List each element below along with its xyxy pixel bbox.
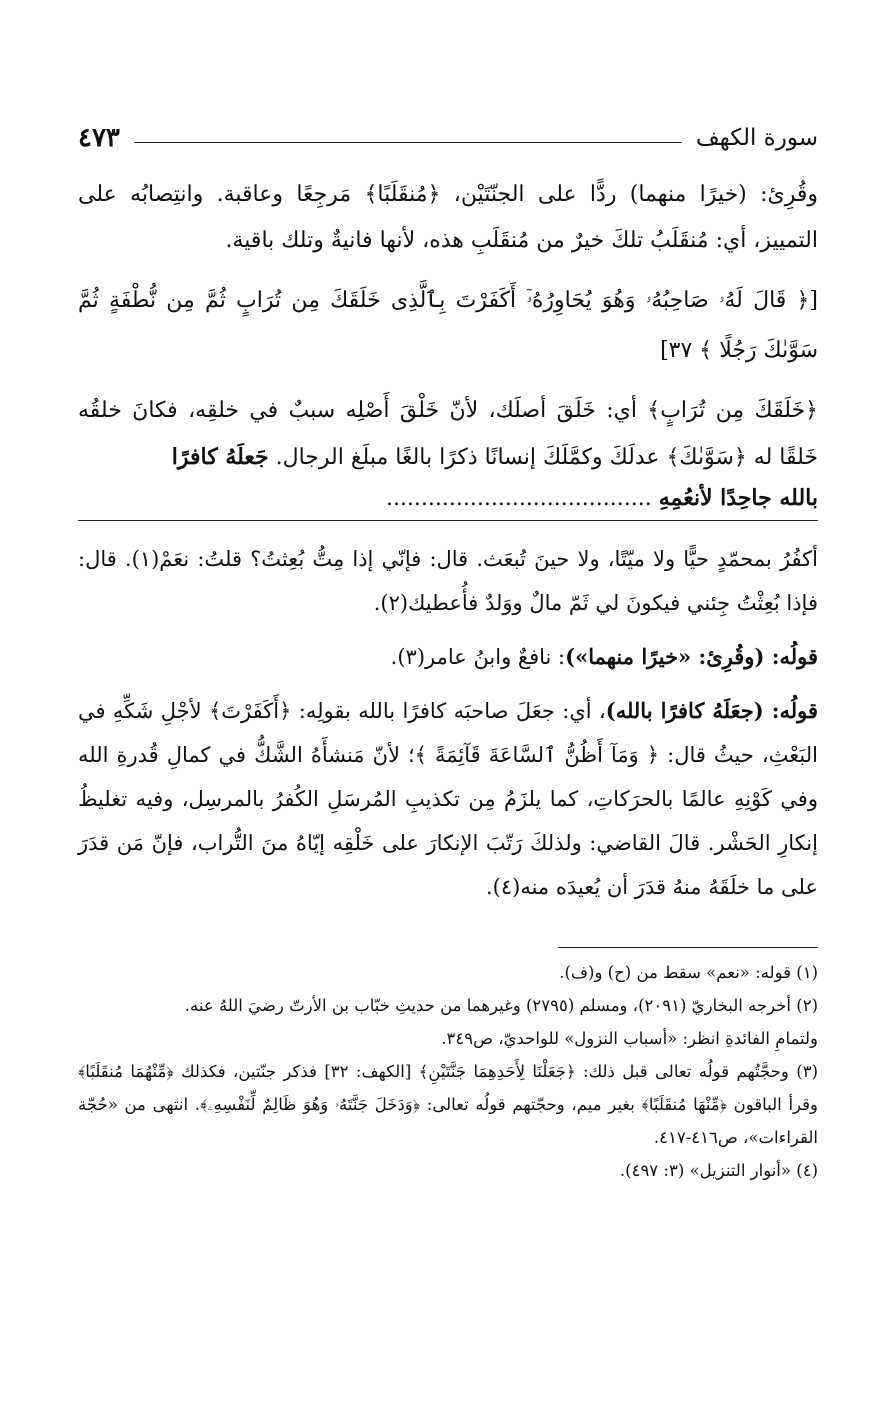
sharh-rest-2: : نافعٌ وابنُ عامر(٣). [390, 645, 566, 669]
sharh-lead-2: قولُه: (وقُرِئ: «خيرًا منهما») [565, 644, 818, 669]
sura-title: سورة الكهف [695, 125, 818, 151]
footnote-2-continuation: ولتمامِ الفائدةِ انظر: «أسباب النزول» للواحديّ، ص٣٤٩. [441, 1029, 818, 1048]
matn-bold-phrase: جَعلَهُ كافرًا [171, 444, 269, 470]
sharh-paragraph-3 [78, 689, 818, 909]
sharh-paragraph-2 [78, 635, 818, 679]
matn-paragraph-1: وقُرِئ: (خيرًا منهما) ردًّا على الجنّتَيْن، ﴿مُنقَلَبًا﴾ مَرجِعًا وعاقبة. وانتِصابُه على التمييز، أي: مُنقَلَبُ تلكَ خيرٌ من مُنقَلَبِ هذه، لأنها فانيةٌ وتلك باقية. [78, 182, 818, 253]
footnote-2: (٢) أخرجه البخاريّ (٢٠٩١)، ومسلم (٢٧٩٥) وغيرهما من حديثِ خبّاب بن الأرتّ رضيَ اللهُ عنه. [184, 996, 818, 1015]
matn-paragraph-2 [78, 388, 818, 481]
header-rule [134, 142, 682, 143]
matn-tail: بالله جاحِدًا لأنعُمِهِ [658, 485, 818, 511]
footnote-4: (٤) «أنوار التنزيل» (٣: ٤٩٧). [619, 1161, 818, 1180]
page [78, 118, 818, 1187]
footnote-rule [558, 947, 818, 948]
page-header [78, 118, 818, 158]
sharh-rest-3: ، أي: جعَلَ صاحبَه كافرًا بالله بقولِه: ﴿أَكَفَرْتَ﴾ لأجْلِ شَكِّهِ في البَعْثِ، حيثُ قال: ﴿ وَمَآ أَظُنُّ ٱلسَّاعَةَ قَآئِمَةً ﴾؛ لأنّ مَنشأَهُ الشَّكُّ في كمالِ قُدرةِ الله وفي كَوْنِهِ عالمًا بالحرَكاتِ، كما يلزَمُ مِن تكذيبِ المُرسَلِ الكُفرُ بالمرسِل، وفيه تغليظُ إنكارِ الحَشْر. قالَ القاضي: ولذلكَ رَتّبَ الإنكارَ على خَلْقِه إيّاهُ منَ التُّراب، فإنّ مَن قدَرَ على ما خلَقَهُ منهُ قدَرَ أن يُعيدَه منه(٤). [78, 699, 818, 899]
sharh-paragraph-1: أكفُرُ بمحمّدٍ حيًّا ولا ميّتًا، ولا حينَ تُبعَث. قال: فإنّي إذا مِتُّ بُعِثتُ؟ قلتُ: نعَمْ(١). قال: فإذا بُعِثْتُ جِئني فيكونَ لي ثَمّ مالٌ ووَلدٌ فأُعطيك(٢). [78, 547, 818, 615]
page-number: ٤٧٣ [78, 123, 120, 153]
separator-dots: ...................................... [385, 486, 652, 511]
matn-paragraph-2-text: ﴿خَلَقَكَ مِن تُرَابٍ﴾ أي: خَلَقَ أصلَك، لأنّ خَلْقَ أَصْلِه سببٌ في خلقِه، فكانَ خلقُه خَلقًا له ﴿سَوَّىٰكَ﴾ عدلَكَ وكمَّلَكَ إنسانًا ذكرًا بالغًا مبلَغ الرجال. [78, 398, 818, 470]
sharh-lead-3: قولُه: (جعَلَهُ كافرًا بالله) [605, 698, 819, 723]
footnote-3: (٣) وحجَّتُهم قولُه تعالى قبل ذلك: ﴿جَعَلْنَا لِأَحَدِهِمَا جَنَّتَيْنِ﴾ [الكهف: ٣٢] فذكر جنّتين، فكذلك ﴿مِّنْهُمَا مُنقَلَبًا﴾ وقرأ الباقون ﴿مِّنْهَا مُنقَلَبًا﴾ بغير ميم، وحجّتهم قولُه تعالى: ﴿وَدَخَلَ جَنَّتَهُۥ وَهُوَ ظَالِمٌ لِّنَفْسِهِۦ﴾. انتهى من «حُجّة القراءات»، ص٤١٦-٤١٧. [78, 1062, 818, 1147]
quran-verse: [﴿ قَالَ لَهُۥ صَاحِبُهُۥ وَهُوَ يُحَاوِرُهُۥٓ أَكَفَرْتَ بِٱلَّذِى خَلَقَكَ مِن تُرَابٍ ثُمَّ مِن نُّطْفَةٍ ثُمَّ سَوَّىٰكَ رَجُلًا ﴾ ٣٧] [78, 288, 818, 363]
matn-sharh-separator [78, 481, 818, 521]
footnote-1: (١) قوله: «نعم» سقط من (ح) و(ف). [559, 963, 818, 982]
